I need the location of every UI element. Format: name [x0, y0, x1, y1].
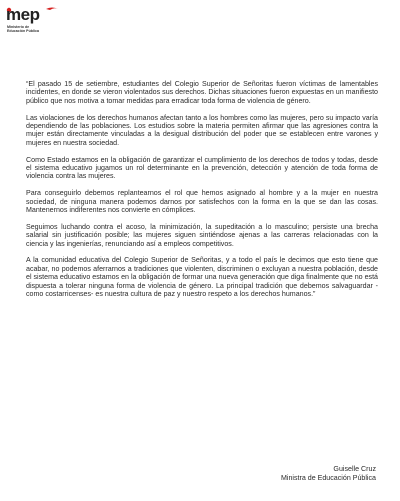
signature-name: Guiselle Cruz: [333, 465, 376, 473]
logo-subtitle-line-2: Educación Pública: [7, 29, 39, 33]
paragraph-6: A la comunidad educativa del Colegio Superior de Señoritas, y a todo el país le decimos que esto tiene que acabar, no podemos aferrarnos a tradiciones que violenten, discriminen o excluyan a nuestra población, desde el sistema educativo estamos en la obligación de formar una nueva generación que diga finalmente que no está dispuesta a tolerar ninguna forma de violencia de género. La principal tradición que debemos salvaguardar -como costarricenses- es nuestra cultura de paz y nuestro respeto a los derechos humanos.”: [26, 256, 378, 299]
paragraph-2: Las violaciones de los derechos humanos afectan tanto a los hombres como las mujeres, pero su impacto varía dependiendo de las poblaciones. Los estudios sobre la materia permiten afirmar que las agresiones contra la mujer están directamente vinculadas a la desigual distribución del poder que se establecen entre varones y mujeres en nuestra sociedad.: [26, 113, 378, 147]
paragraph-1: “El pasado 15 de setiembre, estudiantes del Colegio Superior de Señoritas fueron víctimas de lamentables incidentes, en donde se vieron violentados sus derechos. Dichas situaciones fueron expuestas en un manifiesto público que nos motiva a tomar medidas para erradicar toda forma de violencia de género.: [26, 80, 378, 105]
signature-title: Ministra de Educación Pública: [280, 474, 376, 482]
logo-wordmark: mep: [6, 5, 40, 24]
logo-subtitle: [7, 25, 47, 33]
paragraph-4: Para conseguirlo debemos replantearnos el rol que hemos asignado al hombre y a la mujer en nuestra sociedad, de ninguna manera podemos darnos por satisfechos con la forma en la que se dan las cosas. Mantenernos indiferentes nos convierte en cómplices.: [26, 189, 378, 215]
paragraph-3: Como Estado estamos en la obligación de garantizar el cumplimiento de los derechos de todos y todas, desde el sistema educativo jugamos un rol determinante en la prevención, detección y atención de toda forma de violencia contra las mujeres.: [26, 155, 378, 181]
mep-logo: [6, 6, 66, 34]
signature-block: [281, 465, 376, 483]
paragraph-5: Seguimos luchando contra el acoso, la minimización, la supeditación a lo masculino; persiste una brecha salarial sin justificación posible; las mujeres siguen sintiéndose ajenas a las carreras relacionadas con la ciencia y las ingenierías, renunciando así a empleos competitivos.: [26, 222, 378, 248]
logo-subtitle-line-1: Ministerio de: [7, 25, 30, 29]
statement-body: [26, 80, 378, 307]
